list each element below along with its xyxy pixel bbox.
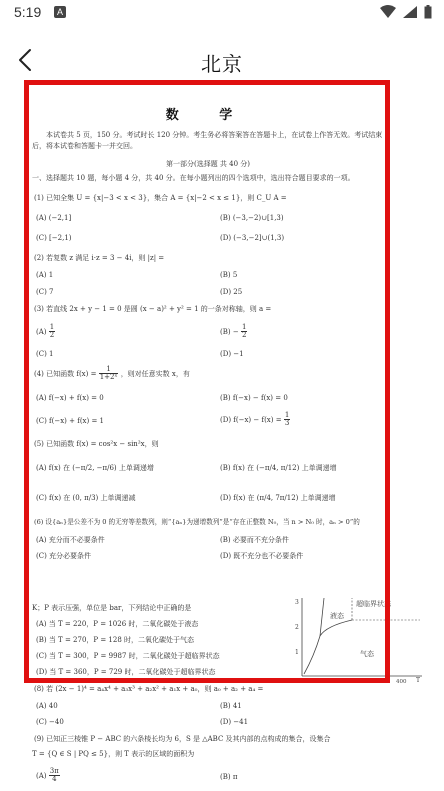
q7-option-b: (B) 当 T = 270，P = 128 时，二氧化碳处于气态 xyxy=(36,636,195,644)
q8-option-b: (B) 41 xyxy=(220,702,242,710)
q8-option-a: (A) 40 xyxy=(36,702,58,710)
battery-icon xyxy=(424,5,432,19)
question-6-stem: (6) 设{aₙ}是公差不为 0 的无穷等差数列，则“{aₙ}为递增数列”是“存在正整数 N₀，当 n > N₀ 时，aₙ > 0”的 xyxy=(34,518,360,526)
question-2-stem: (2) 若复数 z 满足 i·z = 3 − 4i，则 |z| = xyxy=(34,254,165,262)
y-tick-2: 2 xyxy=(295,624,299,631)
q7-option-a: (A) 当 T = 220，P = 1026 时，二氧化碳处于液态 xyxy=(36,620,199,628)
fraction xyxy=(241,324,247,340)
fraction xyxy=(49,768,60,784)
phase-diagram xyxy=(290,596,424,684)
q9-option-b: (B) π xyxy=(220,773,238,781)
q2-option-b: (B) 5 xyxy=(220,271,238,279)
question-7-stem: K；P 表示压强，单位是 bar，下列结论中正确的是 xyxy=(32,604,192,612)
exam-document xyxy=(28,84,421,791)
frac-num: 1 xyxy=(99,366,119,374)
q3-option-a-label: (A) xyxy=(36,327,47,336)
frac-num: 1 xyxy=(241,323,247,331)
q3-option-b xyxy=(220,324,247,340)
fraction xyxy=(99,366,119,382)
frac-num: 1 xyxy=(284,411,290,419)
q9-option-a xyxy=(36,768,60,784)
exam-note: 本试卷共 5 页，150 分。考试时长 120 分钟。考生务必将答案答在答题卡上，在试卷上作答无效。考试结束后，将本试卷和答题卡一并交回。 xyxy=(32,131,383,150)
question-1-stem: (1) 已知全集 U = {x|−3 < x < 3}，集合 A = {x|−2 < x ≤ 1}，则 C_U A = xyxy=(34,194,287,202)
section-instruction: 一、选择题共 10 题，每小题 4 分，共 40 分。在每小题列出的四个选项中，选出符合题目要求的一项。 xyxy=(32,174,355,182)
part-title: 第一部分(选择题 共 40 分) xyxy=(165,160,251,168)
exam-title: 数 学 xyxy=(165,108,251,123)
x-axis-label: T xyxy=(416,677,421,684)
page-title: 北京 xyxy=(201,52,243,76)
q5-option-d: (D) f(x) 在 (π/4, 7π/12) 上单调递增 xyxy=(220,494,336,502)
q5-option-c: (C) f(x) 在 (0, π/3) 上单调递减 xyxy=(36,494,136,502)
question-5-stem: (5) 已知函数 f(x) = cos²x − sin²x，则 xyxy=(34,440,159,448)
q4-stem-b: ，则对任意实数 x，有 xyxy=(120,369,190,378)
q2-option-a: (A) 1 xyxy=(36,271,54,279)
q4-option-a: (A) f(−x) + f(x) = 0 xyxy=(36,394,104,402)
q6-option-d: (D) 既不充分也不必要条件 xyxy=(220,552,304,560)
fraction xyxy=(284,412,290,428)
q2-option-d: (D) 25 xyxy=(220,288,243,296)
q4-option-c: (C) f(−x) + f(x) = 1 xyxy=(36,417,104,425)
signal-icon xyxy=(402,5,418,19)
frac-den: 1+2ˣ xyxy=(99,373,118,382)
fraction xyxy=(49,324,55,340)
status-bar xyxy=(0,0,444,26)
x-tick: 400 xyxy=(396,679,407,684)
region-liquid: 液态 xyxy=(330,612,344,620)
frac-num: 3π xyxy=(49,767,59,775)
question-3-stem: (3) 若直线 2x + y − 1 = 0 是圆 (x − a)² + y² = 1 的一条对称轴，则 a = xyxy=(34,305,272,313)
q8-option-d: (D) −41 xyxy=(220,718,249,726)
q7-option-c: (C) 当 T = 300，P = 9987 时，二氧化碳处于超临界状态 xyxy=(36,652,220,660)
y-tick-3: 3 xyxy=(295,599,299,606)
frac-den: 2 xyxy=(241,331,247,340)
q5-option-b: (B) f(x) 在 (−π/4, π/12) 上单调递增 xyxy=(220,464,337,472)
question-9-stem: (9) 已知正三棱锥 P − ABC 的六条棱长均为 6，S 是 △ABC 及其内部的点构成的集合，设集合 xyxy=(34,735,331,743)
q6-option-a: (A) 充分而不必要条件 xyxy=(36,536,105,544)
q1-option-c: (C) [−2,1) xyxy=(36,234,72,242)
q5-option-a: (A) f(x) 在 (−π/2, −π/6) 上单调递增 xyxy=(36,464,154,472)
q4-option-b: (B) f(−x) − f(x) = 0 xyxy=(220,394,288,402)
frac-den: 4 xyxy=(52,775,57,784)
q9-option-a-label: (A) xyxy=(36,771,47,780)
q3-option-c: (C) 1 xyxy=(36,350,54,358)
q6-option-c: (C) 充分必要条件 xyxy=(36,552,92,560)
x-tick: 300 xyxy=(348,679,359,684)
region-gas: 气态 xyxy=(360,650,374,658)
q3-option-a xyxy=(36,324,55,340)
frac-den: 2 xyxy=(49,331,55,340)
notification-app-icon: A xyxy=(54,6,66,18)
status-icons xyxy=(380,5,432,19)
frac-den: 3 xyxy=(284,419,290,428)
q1-option-b: (B) (−3,−2)∪[1,3) xyxy=(220,214,284,222)
q2-option-c: (C) 7 xyxy=(36,288,54,296)
question-8-stem: (8) 若 (2x − 1)⁴ = a₄x⁴ + a₃x³ + a₂x² + a₁x + a₀，则 a₀ + a₂ + a₄ = xyxy=(34,685,264,693)
q8-option-c: (C) −40 xyxy=(36,718,64,726)
question-4-stem xyxy=(34,366,190,382)
q3-option-d: (D) −1 xyxy=(220,350,244,358)
status-time: 5:19 xyxy=(14,4,42,20)
frac-num: 1 xyxy=(49,323,55,331)
top-app-bar xyxy=(0,36,444,84)
x-tick: 200 xyxy=(300,679,311,684)
q4-option-d xyxy=(220,412,290,428)
q6-option-b: (B) 必要而不充分条件 xyxy=(220,536,289,544)
q4-stem-a: (4) 已知函数 f(x) = xyxy=(34,369,97,378)
region-supercritical: 超临界状态 xyxy=(356,600,391,608)
q4-option-d-label: (D) f(−x) − f(x) = xyxy=(220,415,282,424)
y-tick-1: 1 xyxy=(295,649,299,656)
q1-option-d: (D) (−3,−2]∪(1,3) xyxy=(220,234,285,242)
x-tick: 250 xyxy=(324,679,335,684)
q7-option-d: (D) 当 T = 360，P = 729 时，二氧化碳处于超临界状态 xyxy=(36,668,216,676)
q3-option-b-label: (B) − xyxy=(220,327,239,336)
q1-option-a: (A) (−2,1] xyxy=(36,214,72,222)
wifi-icon xyxy=(380,5,396,19)
question-9-stem-cont: T = {Q ∈ S | PQ ≤ 5}，则 T 表示的区域的面积为 xyxy=(32,750,195,758)
x-tick: 350 xyxy=(372,679,383,684)
